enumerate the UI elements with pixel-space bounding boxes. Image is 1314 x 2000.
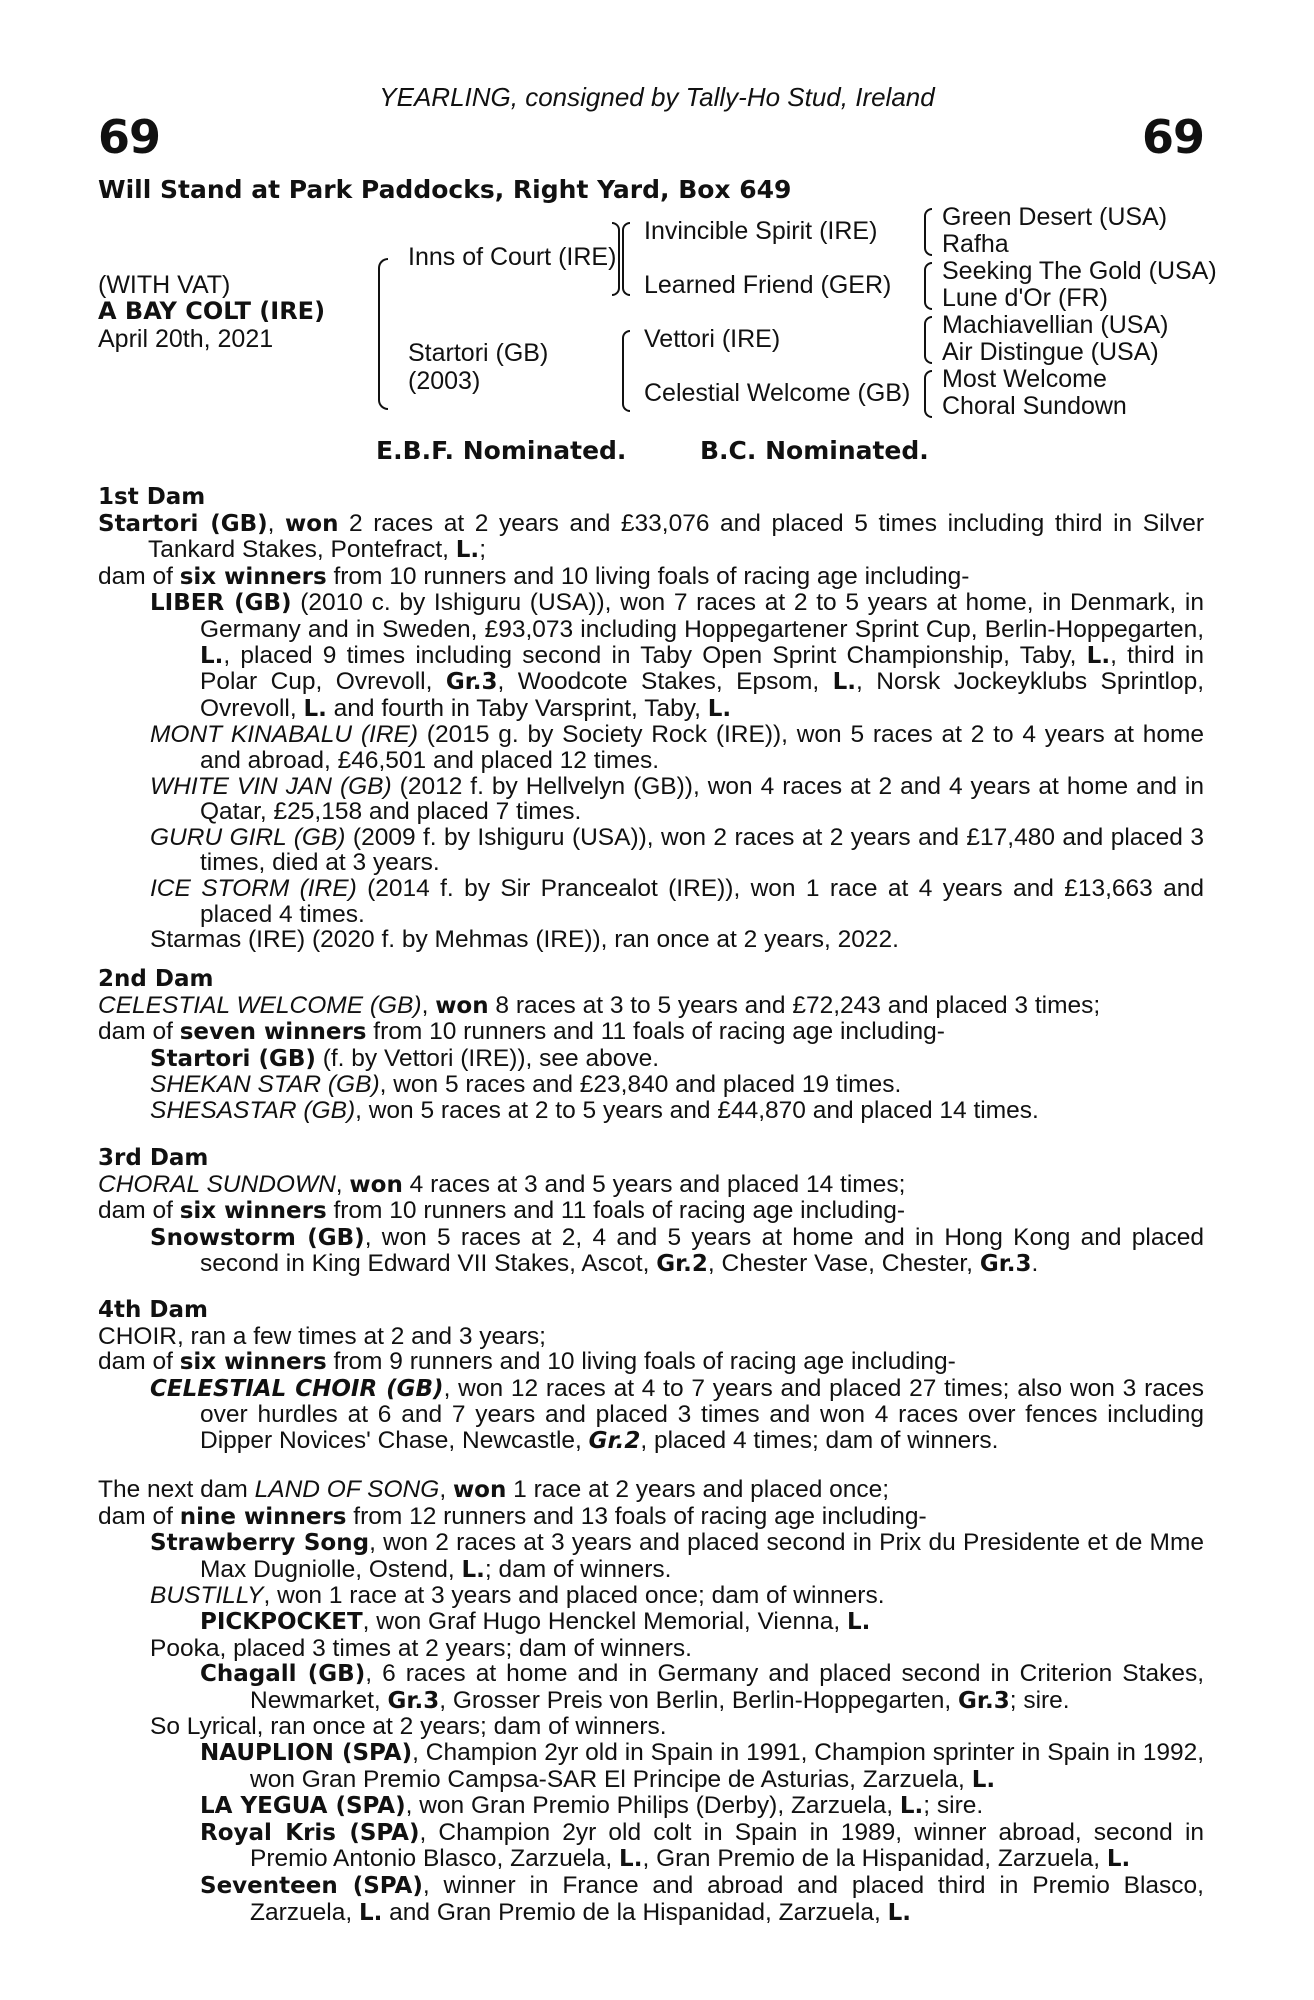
pedigree-sdd: Lune d'Or (FR)	[942, 284, 1108, 312]
pedigree-dsd: Air Distingue (USA)	[942, 338, 1159, 366]
next-dam-section	[98, 1477, 1204, 1926]
produce-entry: Snowstorm (GB), won 5 races at 2, 4 and 5 years at home and in Hong Kong and placed second in King Edward VII Stakes, Ascot, Gr.2, Chester Vase, Chester, Gr.3.	[150, 1223, 1204, 1278]
lot-number-left: 69	[98, 110, 161, 164]
bc-nomination: B.C. Nominated.	[700, 436, 929, 465]
pedigree-sire-sire: Invincible Spirit (IRE)	[644, 217, 878, 245]
dam-record: CHOIR, ran a few times at 2 and 3 years;	[98, 1322, 546, 1350]
pedigree-dam-year: (2003)	[408, 367, 481, 395]
section-heading: 3rd Dam	[98, 1145, 209, 1171]
horse-name: A BAY COLT (IRE)	[98, 297, 326, 325]
dam-produce-summary: dam of six winners from 10 runners and 10 living foals of racing age including-	[98, 562, 970, 590]
pedigree-sire: Inns of Court (IRE)	[408, 243, 617, 271]
produce-entry: WHITE VIN JAN (GB) (2012 f. by Hellvelyn (GB)), won 4 races at 2 and 4 years at home and in Qatar, £25,158 and placed 7 times.	[150, 772, 1204, 826]
produce-entry: SHEKAN STAR (GB), won 5 races and £23,840 and placed 19 times.	[150, 1071, 902, 1099]
pedigree-dds: Most Welcome	[942, 365, 1107, 393]
consignor-line: YEARLING, consigned by Tally-Ho Stud, Ireland	[379, 82, 935, 112]
first-dam-section	[98, 485, 1204, 953]
produce-entry: Seventeen (SPA), winner in France and abroad and placed third in Premio Blasco, Zarzuela, L. and Gran Premio de la Hispanidad, Zarzuela, L.	[200, 1871, 1204, 1926]
produce-entry: Pooka, placed 3 times at 2 years; dam of winners.	[150, 1634, 692, 1662]
dam-produce-summary: dam of seven winners from 10 runners and 11 foals of racing age including-	[98, 1018, 945, 1046]
pedigree-sds: Seeking The Gold (USA)	[942, 257, 1217, 285]
produce-entry: CELESTIAL CHOIR (GB), won 12 races at 4 to 7 years and placed 27 times; also won 3 races over hurdles at 6 and 7 years and placed 3 times and won 4 races over fences including Dipper Novices' Chase, Newcastle, Gr.2, placed 4 times; dam of winners.	[150, 1374, 1204, 1454]
vat-note: (WITH VAT)	[98, 271, 231, 299]
brace-dam-grandparents	[622, 330, 630, 412]
horse-dob: April 20th, 2021	[98, 325, 274, 353]
brace-gen3-4	[924, 370, 932, 418]
dam-record: The next dam LAND OF SONG, won 1 race at 2 years and placed once;	[98, 1476, 890, 1503]
produce-entry: Starmas (IRE) (2020 f. by Mehmas (IRE)), ran once at 2 years, 2022.	[150, 926, 899, 954]
third-dam-section	[98, 1146, 1204, 1278]
dam-produce-summary: dam of six winners from 9 runners and 10 living foals of racing age including-	[98, 1348, 956, 1376]
produce-entry: GURU GIRL (GB) (2009 f. by Ishiguru (USA)), won 2 races at 2 years and £17,480 and placed 3 times, died at 3 years.	[150, 823, 1204, 877]
produce-entry: Startori (GB) (f. by Vettori (IRE)), see above.	[150, 1044, 660, 1072]
fourth-dam-section	[98, 1298, 1204, 1455]
pedigree-dam-sire: Vettori (IRE)	[644, 325, 781, 353]
produce-entry: LA YEGUA (SPA), won Gran Premio Philips (Derby), Zarzuela, L.; sire.	[200, 1792, 984, 1820]
pedigree-sire-dam: Learned Friend (GER)	[644, 271, 892, 299]
brace-sire-right	[612, 222, 620, 296]
dam-produce-summary: dam of nine winners from 12 runners and 13 foals of racing age including-	[98, 1502, 927, 1530]
brace-gen3-2	[924, 262, 932, 310]
dam-record: CHORAL SUNDOWN, won 4 races at 3 and 5 years and placed 14 times;	[98, 1170, 906, 1198]
dam-record: CELESTIAL WELCOME (GB), won 8 races at 3 to 5 years and £72,243 and placed 3 times;	[98, 991, 1101, 1019]
stabling-location: Will Stand at Park Paddocks, Right Yard, Box 649	[98, 175, 792, 204]
pedigree-ddd: Choral Sundown	[942, 392, 1127, 420]
pedigree-sss: Green Desert (USA)	[942, 203, 1168, 231]
produce-entry: SHESASTAR (GB), won 5 races at 2 to 5 years and £44,870 and placed 14 times.	[150, 1096, 1039, 1124]
brace-sire-grandparents	[622, 222, 630, 296]
produce-entry: So Lyrical, ran once at 2 years; dam of winners.	[150, 1713, 667, 1741]
lot-number-right: 69	[1141, 110, 1204, 164]
brace-gen3-1	[924, 208, 932, 256]
produce-entry: Strawberry Song, won 2 races at 3 years and placed second in Prix du Presidente et de Mme Max Dugniolle, Ostend, L.; dam of winners.	[150, 1529, 1205, 1583]
brace-parents	[378, 258, 388, 410]
section-heading: 1st Dam	[98, 484, 206, 510]
brace-gen3-3	[924, 316, 932, 364]
section-heading: 4th Dam	[98, 1297, 208, 1323]
pedigree-dss: Machiavellian (USA)	[942, 311, 1169, 339]
dam-produce-summary: dam of six winners from 10 runners and 11 foals of racing age including-	[98, 1197, 906, 1225]
produce-entry: MONT KINABALU (IRE) (2015 g. by Society Rock (IRE)), won 5 races at 2 to 4 years at home and abroad, £46,501 and placed 12 times.	[150, 721, 1204, 774]
produce-entry: ICE STORM (IRE) (2014 f. by Sir Prancealot (IRE)), won 1 race at 4 years and £13,663 and placed 4 times.	[150, 874, 1205, 928]
produce-entry: NAUPLION (SPA), Champion 2yr old in Spain in 1991, Champion sprinter in Spain in 1992, won Gran Premio Campsa-SAR El Principe de Asturias, Zarzuela, L.	[200, 1738, 1205, 1793]
dam-record: Startori (GB), won 2 races at 2 years and £33,076 and placed 5 times including third in Silver Tankard Stakes, Pontefract, L.;	[98, 509, 1204, 564]
produce-entry: BUSTILLY, won 1 race at 3 years and placed once; dam of winners.	[150, 1582, 885, 1610]
second-dam-section	[98, 967, 1204, 1124]
produce-entry: LIBER (GB) (2010 c. by Ishiguru (USA)), won 7 races at 2 to 5 years at home, in Denmark, in Germany and in Sweden, £93,073 including Hoppegartener Sprint Cup, Berlin-Hoppegarten, L., placed 9 times including second in Taby Open Sprint Championship, Taby, L., third in Polar Cup, Ovrevoll, Gr.3, Woodcote Stakes, Epsom, L., Norsk Jockeyklubs Sprintlop, Ovrevoll, L. and fourth in Taby Varsprint, Taby, L.	[150, 589, 1205, 722]
ebf-nomination: E.B.F. Nominated.	[376, 436, 627, 465]
pedigree-ssd: Rafha	[942, 230, 1009, 258]
pedigree-dam: Startori (GB)	[408, 339, 549, 367]
pedigree-dam-dam: Celestial Welcome (GB)	[644, 379, 911, 407]
produce-entry: Chagall (GB), 6 races at home and in Germany and placed second in Criterion Stakes, Newmarket, Gr.3, Grosser Preis von Berlin, Berlin-Hoppegarten, Gr.3; sire.	[200, 1660, 1205, 1714]
produce-entry: Royal Kris (SPA), Champion 2yr old colt in Spain in 1989, winner abroad, second in Premio Antonio Blasco, Zarzuela, L., Gran Premio de la Hispanidad, Zarzuela, L.	[200, 1818, 1205, 1873]
produce-entry: PICKPOCKET, won Graf Hugo Henckel Memorial, Vienna, L.	[200, 1607, 871, 1635]
section-heading: 2nd Dam	[98, 966, 214, 992]
